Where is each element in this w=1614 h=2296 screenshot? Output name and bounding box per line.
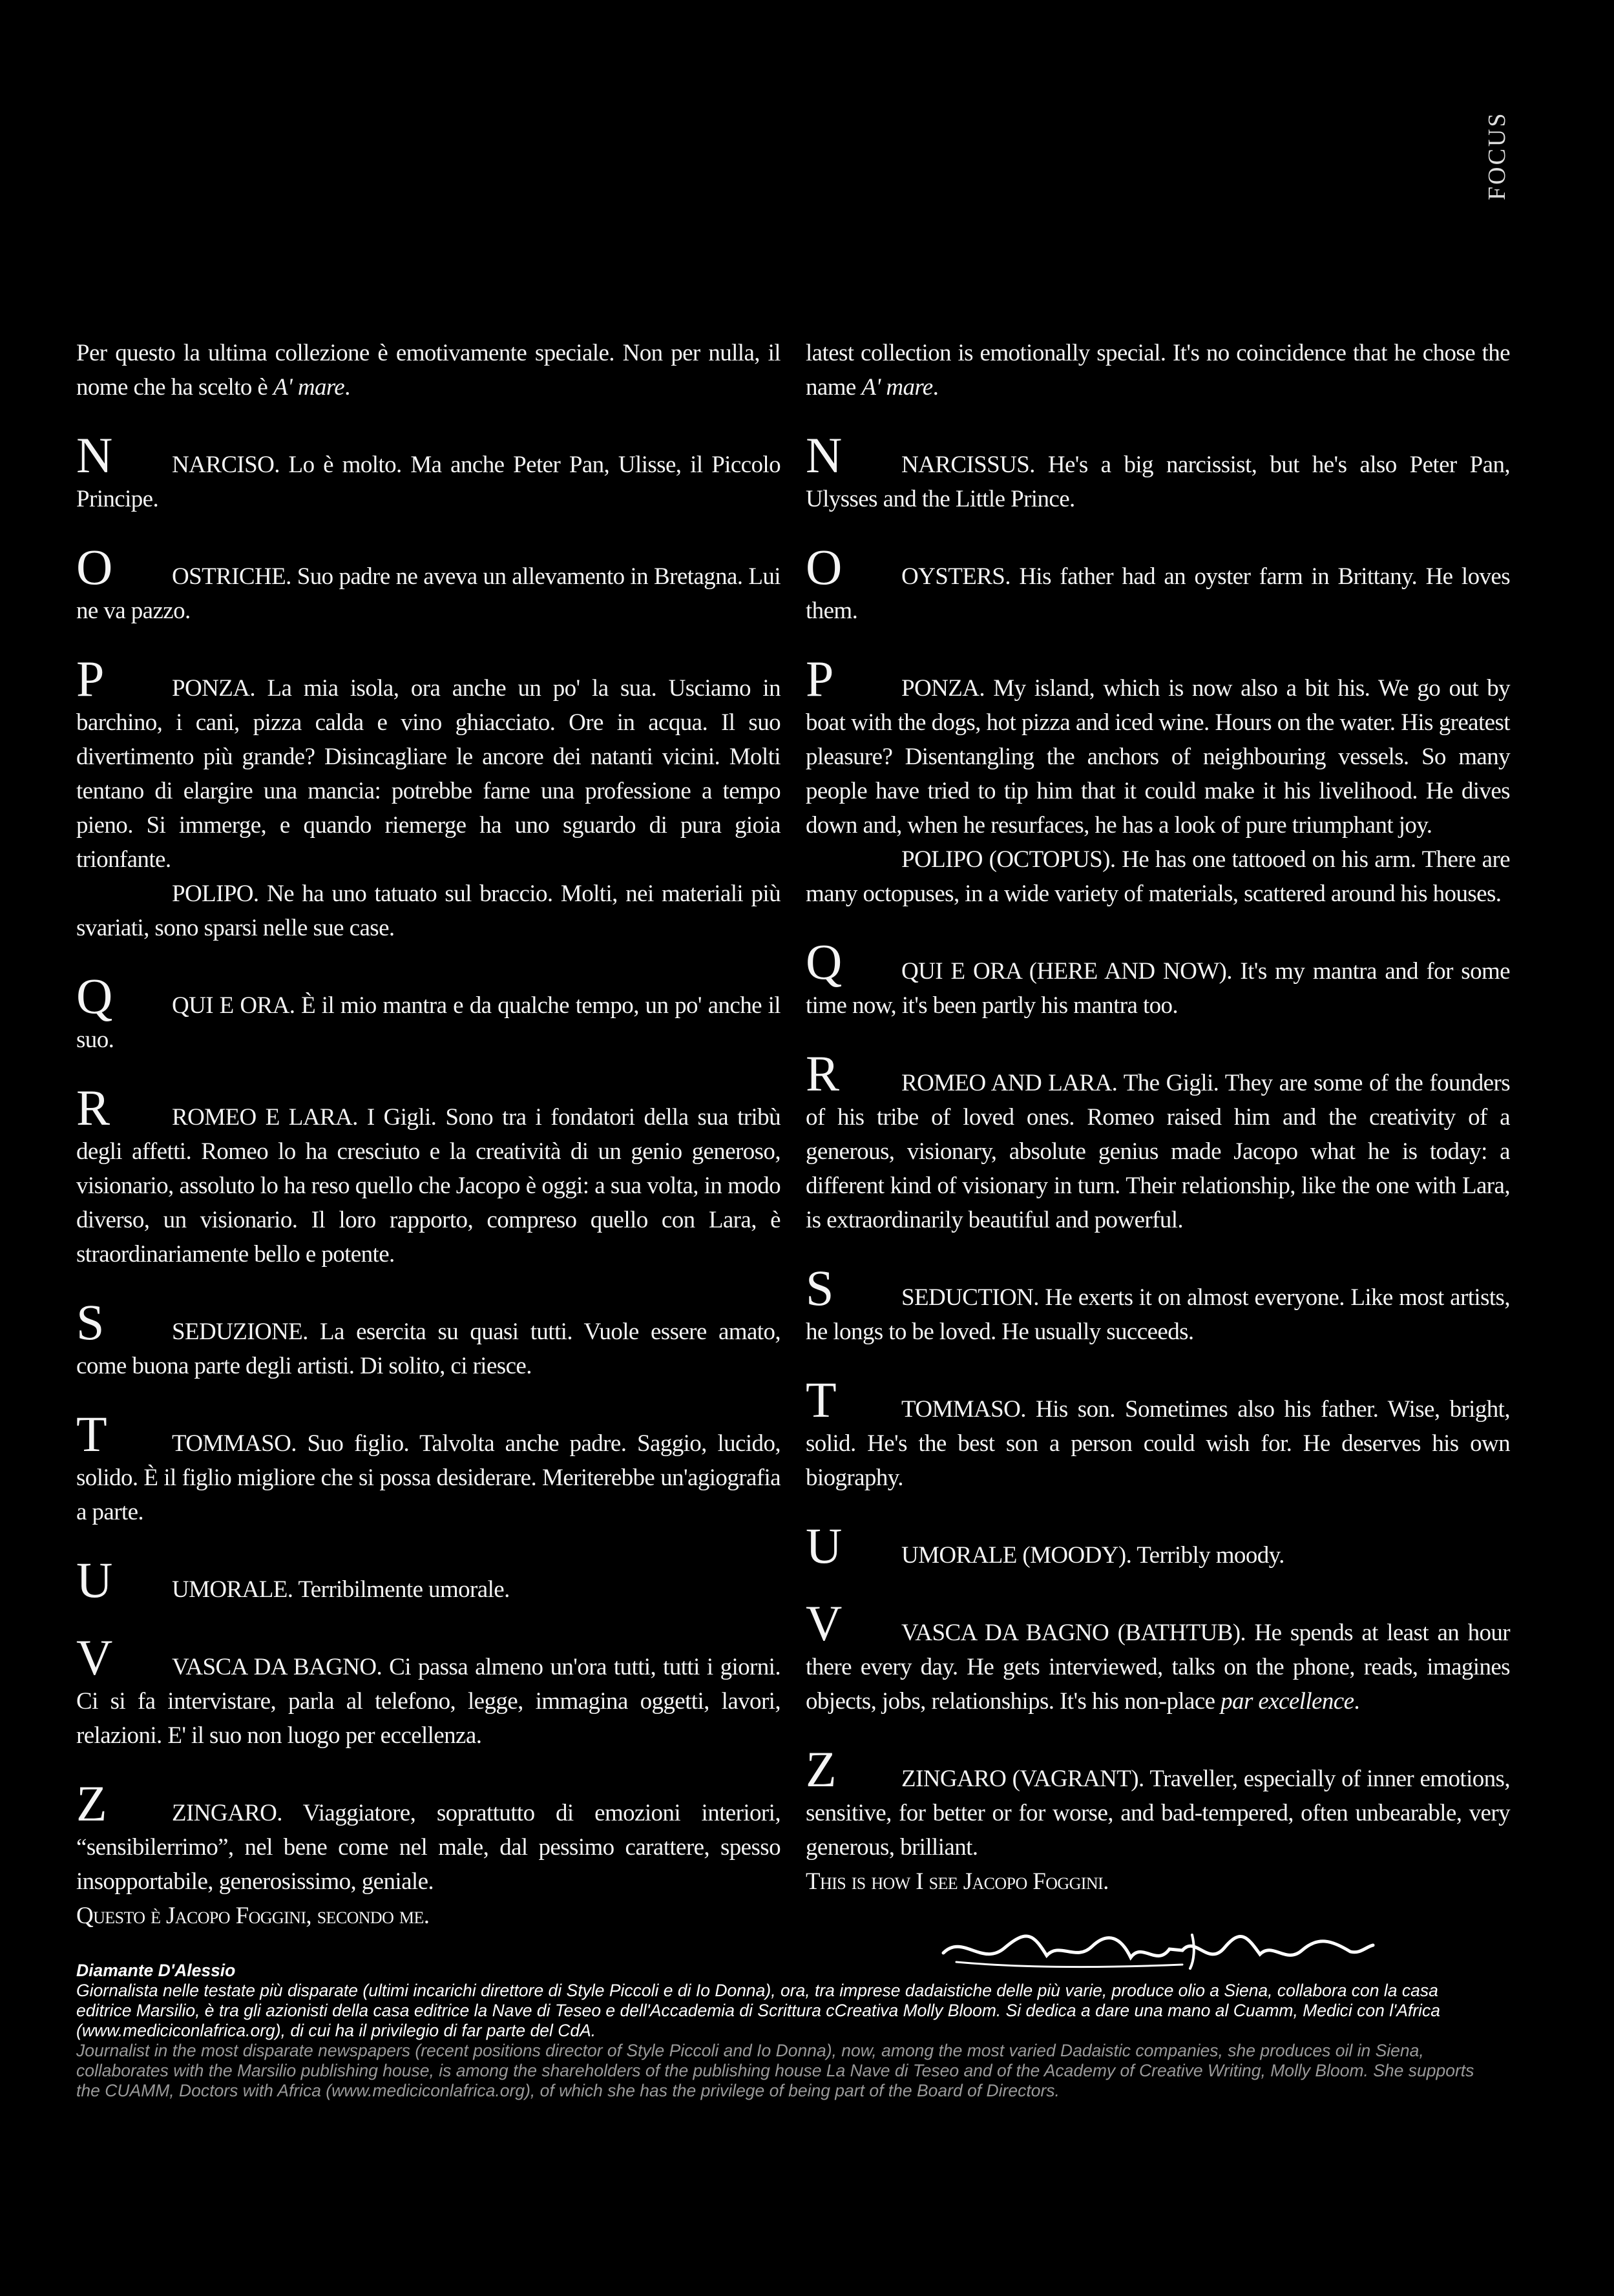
- entry-text: NARCISO. Lo è molto. Ma anche Peter Pan, Ulisse, il Piccolo Principe.: [76, 452, 781, 512]
- drop-letter: T: [806, 1372, 837, 1428]
- entry-text: TOMMASO. Suo figlio. Talvolta anche padre. Saggio, lucido, solido. È il figlio migliore che si possa desiderare. Meriterebbe un'agiografia a parte.: [76, 1430, 781, 1525]
- entry-v: [76, 1629, 781, 1753]
- entry-text: ROMEO E LARA. I Gigli. Sono tra i fondatori della sua tribù degli affetti. Romeo lo ha cresciuto e la creatività di un genio generoso, visionario, assoluto lo ha reso quello che Jacopo è oggi: a sua volta, in modo diverso, un visionario. Il loro rapporto, compreso quello con Lara, è straordinariamente bello e potente.: [76, 1104, 781, 1268]
- drop-letter: P: [806, 651, 833, 707]
- entry-text: UMORALE. Terribilmente umorale.: [172, 1576, 510, 1603]
- drop-letter: S: [806, 1260, 833, 1316]
- entry-text: NARCISSUS. He's a big narcissist, but he's also Peter Pan, Ulysses and the Little Prince.: [806, 452, 1510, 512]
- section-label: FOCUS: [1483, 111, 1511, 200]
- author-name: Diamante D'Alessio: [76, 1961, 236, 1980]
- entry-text: SEDUCTION. He exerts it on almost everyone. Like most artists, he longs to be loved. He usually succeeds.: [806, 1284, 1510, 1345]
- entry-text: ZINGARO (VAGRANT). Traveller, especially of inner emotions, sensitive, for better or for worse, and bad-tempered, often unbearable, very generous, brilliant.: [806, 1766, 1510, 1861]
- english-column: [806, 336, 1510, 1899]
- entry-text: VASCA DA BAGNO. Ci passa almeno un'ora tutti, tutti i giorni. Ci si fa intervistare, parla al telefono, legge, immagina oggetti, lavori, relazioni. E' il suo non luogo per eccellenza.: [76, 1654, 781, 1749]
- drop-letter: V: [76, 1629, 112, 1685]
- entry-q: [806, 934, 1510, 1023]
- entry-text: OSTRICHE. Suo padre ne aveva un allevamento in Bretagna. Lui ne va pazzo.: [76, 563, 781, 624]
- entry-n: [806, 427, 1510, 516]
- entry-r: [76, 1080, 781, 1271]
- drop-letter: O: [806, 539, 842, 595]
- entry-u: [76, 1552, 781, 1608]
- closing-line: This is how I see Jacopo Foggini.: [806, 1868, 1109, 1895]
- entry-s: [806, 1260, 1510, 1349]
- drop-letter: U: [806, 1518, 842, 1574]
- entry-t: [806, 1372, 1510, 1495]
- entry-text: SEDUZIONE. La esercita su quasi tutti. Vuole essere amato, come buona parte degli artisti. Di solito, ci riesce.: [76, 1319, 781, 1379]
- drop-letter: Q: [76, 968, 112, 1024]
- entry-text: PONZA. La mia isola, ora anche un po' la sua. Usciamo in barchino, i cani, pizza calda e vino ghiacciato. Ore in acqua. Il suo divertimento più grande? Disincagliare le ancore dei natanti vicini. Molti tentano di elargire una mancia: potrebbe farne una professione a tempo pieno. Si immerge, e quando riemerge ha uno sguardo di pura gioia trionfante.: [76, 675, 781, 873]
- closing-line: Questo è Jacopo Foggini, secondo me.: [76, 1903, 430, 1929]
- intro-paragraph: Per questo la ultima collezione è emotivamente speciale. Non per nulla, il nome che ha scelto è A' mare.: [76, 340, 781, 401]
- drop-letter: U: [76, 1552, 112, 1608]
- entry-text: OYSTERS. His father had an oyster farm in Brittany. He loves them.: [806, 563, 1510, 624]
- drop-letter: S: [76, 1294, 104, 1350]
- entry-u: [806, 1518, 1510, 1574]
- entry-text: QUI E ORA (HERE AND NOW). It's my mantra and for some time now, it's been partly his mantra too.: [806, 958, 1510, 1019]
- drop-letter: Z: [76, 1775, 107, 1832]
- entry-r: [806, 1045, 1510, 1237]
- entry-o: [76, 539, 781, 628]
- drop-letter: N: [806, 427, 842, 483]
- italian-column: [76, 336, 781, 1933]
- entry-text: ROMEO AND LARA. The Gigli. They are some of the founders of his tribe of loved ones. Romeo raised him and the creativity of a generous, visionary, absolute genius made Jacopo what he is today: a different kind of visionary in turn. Their relationship, like the one with Lara, is extraordinarily beautiful and powerful.: [806, 1070, 1510, 1233]
- entry-v: V VASCA DA BAGNO (BATHTUB). He spends at least an hour there every day. He gets interviewed, talks on the phone, reads, imagines objects, jobs, relationships. It's his non-place par excellence.: [806, 1595, 1510, 1715]
- entry-o: [806, 539, 1510, 628]
- drop-letter: N: [76, 427, 112, 483]
- entry-text: TOMMASO. His son. Sometimes also his father. Wise, bright, solid. He's the best son a person could wish for. He deserves his own biography.: [806, 1396, 1510, 1491]
- entry-z: [806, 1741, 1510, 1864]
- drop-letter: R: [76, 1080, 110, 1136]
- drop-letter: O: [76, 539, 112, 595]
- entry-text: QUI E ORA. È il mio mantra e da qualche tempo, un po' anche il suo.: [76, 992, 781, 1053]
- entry-p: [76, 651, 781, 945]
- entry-subparagraph: POLIPO. Ne ha uno tatuato sul braccio. Molti, nei materiali più svariati, sono sparsi nelle sue case.: [76, 881, 781, 941]
- drop-letter: P: [76, 651, 104, 707]
- entry-n: [76, 427, 781, 516]
- bio-english: Journalist in the most disparate newspapers (recent positions director of Style Piccoli and Io Donna), now, among the most varied Dadaistic companies, she produces oil in Siena, collaborates with the Marsilio publishing house, is among the shareholders of the publishing house La Nave di Teseo and of the Academy of Creative Writing, Molly Bloom. She supports the CUAMM, Doctors with Africa (www.mediciconlafrica.org), of which she has the privilege of being part of the Board of Directors.: [76, 2041, 1474, 2100]
- entry-p: [806, 651, 1510, 911]
- drop-letter: V: [806, 1595, 842, 1651]
- entry-t: [76, 1406, 781, 1529]
- entry-s: [76, 1294, 781, 1383]
- entry-z: [76, 1775, 781, 1899]
- intro-paragraph: latest collection is emotionally special. It's no coincidence that he chose the name A' mare.: [806, 340, 1510, 401]
- bio-italian: Giornalista nelle testate più disparate (ultimi incarichi direttore di Style Piccoli e di Io Donna), ora, tra imprese dadaistiche delle più varie, produce olio a Siena, collabora con la casa editrice Marsilio, è tra gli azionisti della casa editrice la Nave di Teseo e dell'Accademia di Scrittura cCreativa Molly Bloom. Si dedica a dare una mano al Cuamm, Medici con l'Africa (www.mediciconlafrica.org), di cui ha il privilegio di far parte del CdA.: [76, 1981, 1440, 2040]
- entry-text: UMORALE (MOODY). Terribly moody.: [901, 1542, 1284, 1569]
- author-bio: [76, 1961, 1491, 2101]
- entry-text: PONZA. My island, which is now also a bit his. We go out by boat with the dogs, hot pizza and iced wine. Hours on the water. His greatest pleasure? Disentangling the anchors of neighbouring vessels. So many people have tried to tip him that it could make it his livelihood. He dives down and, when he resurfaces, he has a look of pure triumphant joy.: [806, 675, 1510, 839]
- drop-letter: R: [806, 1045, 839, 1101]
- entry-text: VASCA DA BAGNO (BATHTUB). He spends at least an hour there every day. He gets interviewed, talks on the phone, reads, imagines objects, jobs, relationships. It's his non-place: [806, 1620, 1510, 1715]
- entry-text: ZINGARO. Viaggiatore, soprattutto di emozioni interiori, “sensibilerrimo”, nel bene come nel male, dal pessimo carattere, spesso insopportabile, generosissimo, geniale.: [76, 1800, 781, 1895]
- drop-letter: T: [76, 1406, 107, 1462]
- drop-letter: Q: [806, 934, 842, 990]
- drop-letter: Z: [806, 1741, 837, 1797]
- entry-q: [76, 968, 781, 1057]
- entry-subparagraph: POLIPO (OCTOPUS). He has one tattooed on his arm. There are many octopuses, in a wide variety of materials, scattered around his houses.: [806, 846, 1510, 907]
